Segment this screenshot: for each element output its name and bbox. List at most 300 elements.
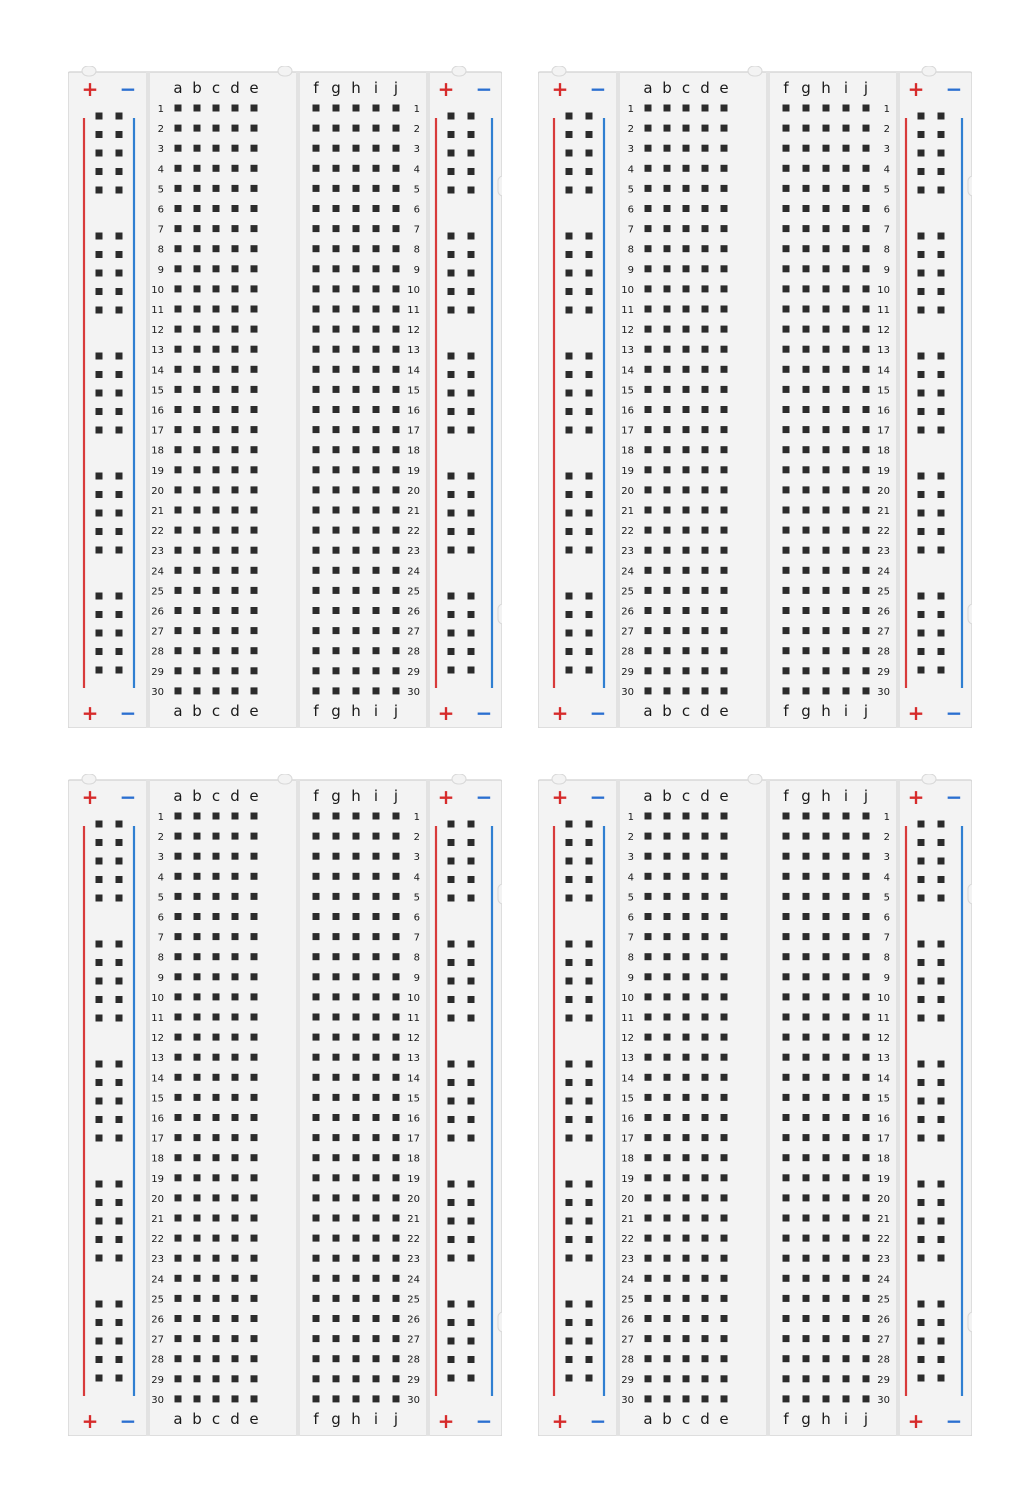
- terminal-hole: [803, 1094, 810, 1101]
- row-number-right: 13: [877, 1053, 890, 1065]
- rail-hole: [566, 630, 573, 637]
- terminal-hole: [353, 833, 360, 840]
- terminal-hole: [393, 667, 400, 674]
- rail-hole: [468, 1015, 475, 1022]
- terminal-hole: [823, 306, 830, 313]
- row-number-left: 17: [621, 1133, 634, 1145]
- terminal-hole: [175, 1335, 182, 1342]
- terminal-hole: [393, 1134, 400, 1141]
- terminal-hole: [313, 833, 320, 840]
- terminal-hole: [313, 306, 320, 313]
- row-number-right: 14: [877, 1073, 890, 1085]
- terminal-hole: [232, 265, 239, 272]
- terminal-hole: [393, 1255, 400, 1262]
- terminal-hole: [393, 446, 400, 453]
- terminal-hole: [702, 1114, 709, 1121]
- row-number-left: 29: [151, 666, 164, 678]
- terminal-hole: [353, 346, 360, 353]
- terminal-hole: [232, 125, 239, 132]
- terminal-hole: [702, 1174, 709, 1181]
- terminal-hole: [213, 165, 220, 172]
- row-number-right: 4: [883, 872, 890, 884]
- terminal-hole: [863, 993, 870, 1000]
- rail-hole: [938, 1338, 945, 1345]
- terminal-hole: [803, 1174, 810, 1181]
- terminal-hole: [251, 105, 258, 112]
- terminal-hole: [353, 245, 360, 252]
- rail-hole: [918, 1218, 925, 1225]
- terminal-hole: [232, 1014, 239, 1021]
- terminal-hole: [664, 527, 671, 534]
- terminal-hole: [823, 813, 830, 820]
- terminal-hole: [683, 245, 690, 252]
- terminal-hole: [645, 1295, 652, 1302]
- terminal-hole: [664, 1094, 671, 1101]
- terminal-hole: [843, 627, 850, 634]
- column-letter: i: [373, 702, 379, 720]
- terminal-hole: [373, 1215, 380, 1222]
- terminal-hole: [702, 1235, 709, 1242]
- terminal-hole: [823, 1355, 830, 1362]
- rail-hole: [448, 270, 455, 277]
- rail-hole: [586, 510, 593, 517]
- minus-sign: −: [475, 1409, 493, 1433]
- terminal-hole: [843, 1074, 850, 1081]
- rail-hole: [448, 427, 455, 434]
- terminal-hole: [783, 265, 790, 272]
- terminal-hole: [175, 587, 182, 594]
- rail-hole: [918, 667, 925, 674]
- terminal-hole: [721, 1154, 728, 1161]
- rail-hole: [468, 630, 475, 637]
- terminal-hole: [194, 853, 201, 860]
- terminal-hole: [194, 366, 201, 373]
- terminal-hole: [333, 1215, 340, 1222]
- row-number-left: 1: [157, 812, 164, 823]
- terminal-hole: [175, 1134, 182, 1141]
- terminal-hole: [803, 647, 810, 654]
- terminal-hole: [313, 1235, 320, 1242]
- row-number-right: 16: [877, 405, 890, 417]
- terminal-hole: [175, 125, 182, 132]
- terminal-hole: [393, 547, 400, 554]
- rail-hole: [468, 131, 475, 138]
- terminal-hole: [803, 306, 810, 313]
- terminal-hole: [213, 1114, 220, 1121]
- rail-hole: [918, 941, 925, 948]
- terminal-hole: [353, 973, 360, 980]
- row-number-right: 21: [407, 506, 420, 517]
- rail-hole: [116, 1218, 123, 1225]
- terminal-hole: [232, 1275, 239, 1282]
- rail-hole: [586, 839, 593, 846]
- row-number-right: 23: [877, 546, 890, 558]
- terminal-hole: [353, 1275, 360, 1282]
- terminal-hole: [313, 1014, 320, 1021]
- rail-hole: [448, 593, 455, 600]
- terminal-hole: [251, 1194, 258, 1201]
- terminal-hole: [232, 185, 239, 192]
- terminal-hole: [373, 953, 380, 960]
- terminal-hole: [194, 1134, 201, 1141]
- rail-hole: [448, 131, 455, 138]
- terminal-hole: [843, 893, 850, 900]
- terminal-hole: [313, 1255, 320, 1262]
- terminal-hole: [313, 547, 320, 554]
- row-number-right: 20: [877, 1193, 890, 1205]
- terminal-hole: [353, 607, 360, 614]
- terminal-hole: [251, 1375, 258, 1382]
- terminal-hole: [393, 687, 400, 694]
- terminal-hole: [683, 893, 690, 900]
- rail-hole: [918, 1236, 925, 1243]
- terminal-hole: [721, 1074, 728, 1081]
- row-number-left: 10: [621, 992, 634, 1004]
- terminal-hole: [683, 667, 690, 674]
- terminal-hole: [664, 873, 671, 880]
- rail-hole: [566, 1135, 573, 1142]
- terminal-hole: [843, 1054, 850, 1061]
- rail-hole: [96, 307, 103, 314]
- row-number-right: 5: [413, 892, 420, 904]
- rail-hole: [96, 1218, 103, 1225]
- terminal-hole: [721, 547, 728, 554]
- rail-hole: [468, 959, 475, 966]
- terminal-hole: [373, 853, 380, 860]
- terminal-hole: [213, 326, 220, 333]
- rail-hole: [586, 895, 593, 902]
- terminal-hole: [843, 1295, 850, 1302]
- terminal-hole: [213, 265, 220, 272]
- terminal-hole: [353, 145, 360, 152]
- terminal-hole: [702, 1154, 709, 1161]
- terminal-hole: [194, 466, 201, 473]
- terminal-hole: [721, 245, 728, 252]
- terminal-hole: [803, 687, 810, 694]
- terminal-hole: [645, 346, 652, 353]
- terminal-hole: [664, 406, 671, 413]
- terminal-hole: [721, 1395, 728, 1402]
- terminal-hole: [823, 1154, 830, 1161]
- row-number-left: 6: [627, 204, 634, 216]
- terminal-hole: [333, 386, 340, 393]
- terminal-hole: [783, 386, 790, 393]
- rail-hole: [938, 1098, 945, 1105]
- terminal-hole: [721, 893, 728, 900]
- terminal-hole: [251, 1255, 258, 1262]
- terminal-hole: [373, 265, 380, 272]
- terminal-hole: [213, 647, 220, 654]
- row-number-left: 29: [621, 1374, 634, 1386]
- terminal-hole: [353, 687, 360, 694]
- terminal-hole: [783, 1335, 790, 1342]
- terminal-hole: [702, 833, 709, 840]
- terminal-hole: [313, 1355, 320, 1362]
- terminal-hole: [213, 527, 220, 534]
- row-number-left: 12: [151, 1033, 164, 1045]
- rail-hole: [448, 150, 455, 157]
- row-number-left: 7: [627, 224, 634, 236]
- rail-hole: [116, 1061, 123, 1068]
- terminal-hole: [232, 607, 239, 614]
- terminal-hole: [175, 1094, 182, 1101]
- rail-hole: [938, 528, 945, 535]
- terminal-hole: [393, 1315, 400, 1322]
- terminal-hole: [645, 426, 652, 433]
- terminal-hole: [823, 587, 830, 594]
- terminal-hole: [823, 893, 830, 900]
- terminal-hole: [645, 667, 652, 674]
- row-number-left: 20: [621, 1193, 634, 1205]
- terminal-hole: [664, 853, 671, 860]
- terminal-hole: [823, 386, 830, 393]
- rail-hole: [448, 895, 455, 902]
- terminal-hole: [175, 993, 182, 1000]
- terminal-hole: [702, 973, 709, 980]
- terminal-hole: [313, 567, 320, 574]
- terminal-hole: [664, 547, 671, 554]
- rail-hole: [96, 895, 103, 902]
- terminal-hole: [863, 1114, 870, 1121]
- minus-sign: −: [475, 77, 493, 101]
- rail-hole: [938, 941, 945, 948]
- terminal-hole: [783, 326, 790, 333]
- terminal-hole: [783, 285, 790, 292]
- terminal-hole: [664, 607, 671, 614]
- column-letter: a: [173, 79, 183, 97]
- terminal-hole: [843, 306, 850, 313]
- terminal-hole: [194, 125, 201, 132]
- terminal-hole: [803, 1074, 810, 1081]
- terminal-hole: [373, 647, 380, 654]
- terminal-hole: [721, 667, 728, 674]
- rail-hole: [468, 251, 475, 258]
- terminal-hole: [863, 1014, 870, 1021]
- column-letter: c: [211, 787, 221, 805]
- rail-hole: [586, 288, 593, 295]
- terminal-hole: [373, 1054, 380, 1061]
- row-number-left: 29: [621, 666, 634, 678]
- terminal-hole: [373, 1074, 380, 1081]
- row-number-left: 19: [151, 1173, 164, 1185]
- terminal-hole: [333, 1194, 340, 1201]
- terminal-hole: [213, 446, 220, 453]
- rail-hole: [938, 270, 945, 277]
- rail-hole: [448, 371, 455, 378]
- terminal-hole: [823, 1295, 830, 1302]
- rail-hole: [448, 1218, 455, 1225]
- column-letter: a: [643, 79, 653, 97]
- rail-hole: [586, 131, 593, 138]
- terminal-hole: [213, 105, 220, 112]
- terminal-hole: [783, 1275, 790, 1282]
- column-letter: a: [173, 1410, 183, 1428]
- row-number-right: 4: [883, 164, 890, 176]
- terminal-hole: [803, 426, 810, 433]
- terminal-hole: [664, 1315, 671, 1322]
- terminal-hole: [863, 1355, 870, 1362]
- terminal-hole: [353, 1194, 360, 1201]
- row-number-right: 14: [877, 365, 890, 377]
- row-number-right: 22: [407, 1234, 420, 1246]
- terminal-hole: [683, 426, 690, 433]
- terminal-hole: [683, 1355, 690, 1362]
- row-number-right: 8: [413, 244, 420, 256]
- terminal-hole: [333, 973, 340, 980]
- terminal-hole: [393, 893, 400, 900]
- terminal-hole: [313, 607, 320, 614]
- rail-hole: [938, 959, 945, 966]
- rail-hole: [586, 187, 593, 194]
- terminal-hole: [823, 953, 830, 960]
- terminal-hole: [683, 265, 690, 272]
- rail-hole: [468, 978, 475, 985]
- terminal-hole: [333, 1154, 340, 1161]
- row-number-left: 8: [157, 952, 164, 964]
- rail-hole: [96, 270, 103, 277]
- terminal-hole: [664, 1255, 671, 1262]
- terminal-hole: [863, 667, 870, 674]
- rail-hole: [918, 113, 925, 120]
- terminal-hole: [373, 913, 380, 920]
- rail-hole: [918, 473, 925, 480]
- terminal-hole: [702, 873, 709, 880]
- terminal-hole: [251, 145, 258, 152]
- rail-hole: [938, 353, 945, 360]
- column-letter: i: [843, 787, 849, 805]
- plus-sign: +: [551, 701, 569, 725]
- rail-hole: [938, 491, 945, 498]
- row-number-right: 17: [407, 425, 420, 437]
- terminal-hole: [803, 567, 810, 574]
- terminal-hole: [664, 833, 671, 840]
- rail-hole: [566, 1338, 573, 1345]
- terminal-hole: [313, 1094, 320, 1101]
- terminal-hole: [251, 933, 258, 940]
- rail-hole: [96, 1301, 103, 1308]
- terminal-hole: [353, 406, 360, 413]
- terminal-hole: [175, 1194, 182, 1201]
- terminal-hole: [803, 346, 810, 353]
- row-number-right: 22: [877, 526, 890, 538]
- rail-hole: [116, 858, 123, 865]
- row-number-right: 16: [877, 1113, 890, 1125]
- row-number-right: 10: [877, 284, 890, 296]
- row-number-right: 28: [877, 1354, 890, 1366]
- rail-hole: [468, 427, 475, 434]
- terminal-hole: [353, 1315, 360, 1322]
- terminal-hole: [783, 1114, 790, 1121]
- row-number-left: 9: [157, 972, 164, 984]
- terminal-hole: [353, 813, 360, 820]
- terminal-hole: [645, 1014, 652, 1021]
- rail-hole: [96, 187, 103, 194]
- terminal-hole: [664, 913, 671, 920]
- rail-hole: [96, 959, 103, 966]
- terminal-hole: [721, 185, 728, 192]
- terminal-hole: [251, 507, 258, 514]
- terminal-hole: [843, 1395, 850, 1402]
- terminal-hole: [232, 933, 239, 940]
- terminal-hole: [843, 1255, 850, 1262]
- rail-hole: [938, 978, 945, 985]
- column-letter: d: [700, 1410, 710, 1428]
- terminal-hole: [393, 1174, 400, 1181]
- terminal-hole: [232, 346, 239, 353]
- terminal-hole: [333, 567, 340, 574]
- row-number-left: 5: [157, 184, 164, 196]
- terminal-hole: [721, 1235, 728, 1242]
- terminal-hole: [843, 1154, 850, 1161]
- row-number-left: 21: [151, 1214, 164, 1225]
- row-number-right: 22: [877, 1234, 890, 1246]
- terminal-hole: [313, 1335, 320, 1342]
- row-number-right: 7: [413, 932, 420, 944]
- row-number-left: 26: [151, 606, 164, 618]
- rail-hole: [468, 1079, 475, 1086]
- terminal-hole: [333, 1034, 340, 1041]
- column-letter: b: [662, 1410, 672, 1428]
- terminal-hole: [175, 1074, 182, 1081]
- column-letter: i: [373, 1410, 379, 1428]
- terminal-hole: [333, 326, 340, 333]
- row-number-right: 2: [883, 124, 890, 136]
- terminal-hole: [194, 446, 201, 453]
- terminal-hole: [232, 913, 239, 920]
- column-letter: f: [783, 702, 789, 720]
- terminal-hole: [843, 165, 850, 172]
- rail-hole: [116, 611, 123, 618]
- terminal-hole: [353, 547, 360, 554]
- terminal-hole: [251, 1315, 258, 1322]
- terminal-hole: [823, 853, 830, 860]
- terminal-hole: [863, 225, 870, 232]
- terminal-hole: [843, 853, 850, 860]
- terminal-hole: [373, 1295, 380, 1302]
- terminal-hole: [175, 165, 182, 172]
- terminal-hole: [175, 527, 182, 534]
- terminal-hole: [803, 245, 810, 252]
- terminal-hole: [803, 893, 810, 900]
- terminal-hole: [823, 1094, 830, 1101]
- terminal-hole: [333, 1395, 340, 1402]
- rail-hole: [938, 547, 945, 554]
- terminal-hole: [823, 406, 830, 413]
- rail-hole: [448, 1319, 455, 1326]
- row-number-left: 13: [621, 345, 634, 357]
- terminal-hole: [333, 527, 340, 534]
- terminal-hole: [175, 1255, 182, 1262]
- row-number-left: 6: [157, 912, 164, 924]
- rail-hole: [448, 491, 455, 498]
- terminal-hole: [393, 507, 400, 514]
- minus-sign: −: [475, 701, 493, 725]
- terminal-hole: [823, 627, 830, 634]
- terminal-hole: [194, 205, 201, 212]
- terminal-hole: [664, 185, 671, 192]
- terminal-hole: [721, 486, 728, 493]
- rail-hole: [918, 1135, 925, 1142]
- terminal-hole: [823, 933, 830, 940]
- terminal-hole: [175, 446, 182, 453]
- terminal-hole: [843, 446, 850, 453]
- row-number-left: 10: [621, 284, 634, 296]
- terminal-hole: [645, 326, 652, 333]
- rail-hole: [566, 528, 573, 535]
- row-number-left: 26: [151, 1314, 164, 1326]
- rail-hole: [566, 858, 573, 865]
- terminal-hole: [333, 1275, 340, 1282]
